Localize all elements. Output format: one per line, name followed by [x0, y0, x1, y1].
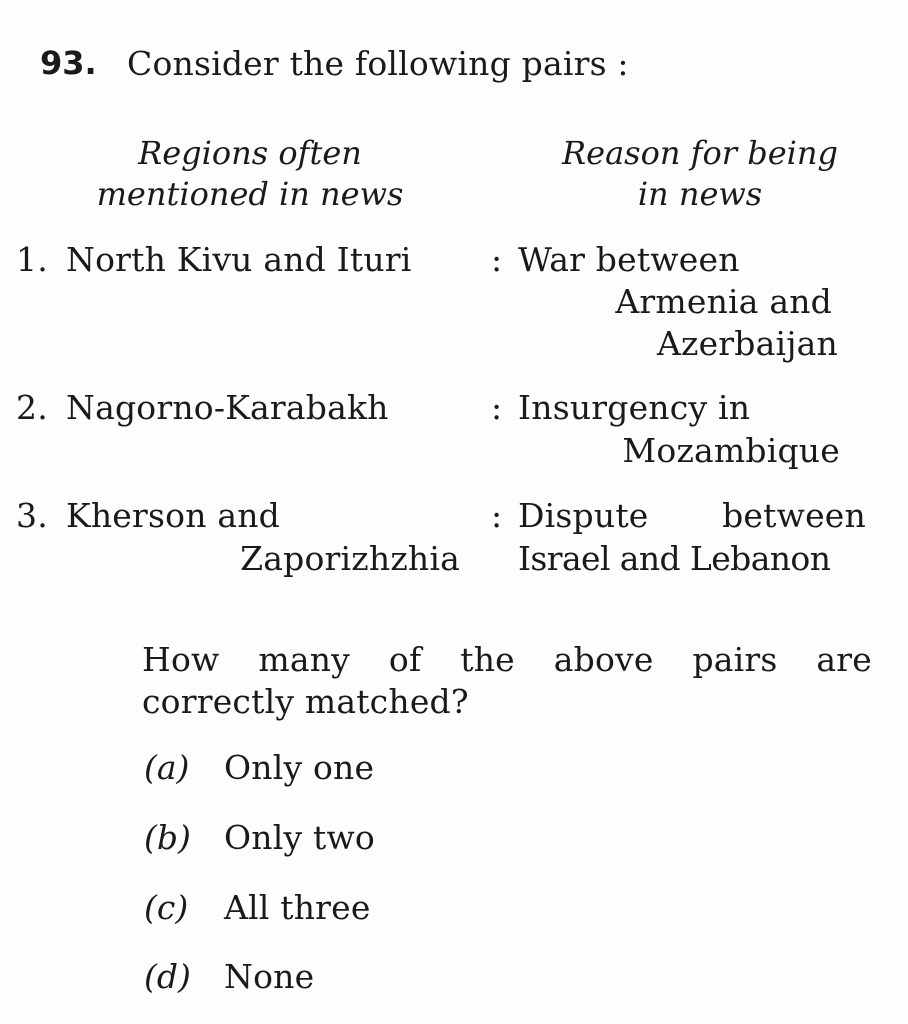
pair-2-separator: : — [491, 388, 503, 427]
left-column-header-line2: mentioned in news — [96, 175, 404, 213]
option-d-text: None — [224, 957, 315, 996]
pair-2-region: Nagorno-Karabakh — [66, 388, 389, 427]
right-column-header-line2: in news — [637, 175, 763, 213]
pair-3-region-line1: Kherson and — [66, 496, 281, 535]
right-column-header-line1: Reason for being — [562, 134, 838, 172]
question-number: 93. — [40, 44, 97, 82]
option-b-text: Only two — [224, 818, 375, 857]
option-a-text: Only one — [224, 748, 375, 787]
option-a-label: (a) — [144, 748, 190, 787]
pair-3-region-line2: Zaporizhzhia — [240, 539, 460, 578]
pair-1-reason-line1: War between — [518, 240, 740, 279]
pair-3-reason-line2: Israel and Lebanon — [518, 539, 831, 578]
pair-1-separator: : — [491, 240, 503, 279]
option-c-label: (c) — [144, 888, 189, 927]
pair-2-index: 2. — [16, 388, 48, 427]
pair-2-reason-line1: Insurgency in — [518, 388, 751, 427]
pair-2-reason-line2: Mozambique — [622, 431, 840, 470]
left-column-header-line1: Regions often — [138, 134, 362, 172]
prompt-line1: How many of the above pairs are — [142, 640, 872, 679]
option-c-text: All three — [224, 888, 371, 927]
pair-3-index: 3. — [16, 496, 48, 535]
pair-3-reason-line1: Dispute between — [518, 496, 866, 535]
prompt-line2: correctly matched? — [142, 682, 469, 721]
pair-1-reason-line3: Azerbaijan — [656, 324, 838, 363]
pair-1-region: North Kivu and Ituri — [66, 240, 412, 279]
pair-1-index: 1. — [16, 240, 48, 279]
pair-3-separator: : — [491, 496, 503, 535]
option-b-label: (b) — [144, 818, 191, 857]
option-d-label: (d) — [144, 957, 191, 996]
pair-1-reason-line2: Armenia and — [615, 282, 832, 321]
question-stem: Consider the following pairs : — [127, 44, 629, 83]
